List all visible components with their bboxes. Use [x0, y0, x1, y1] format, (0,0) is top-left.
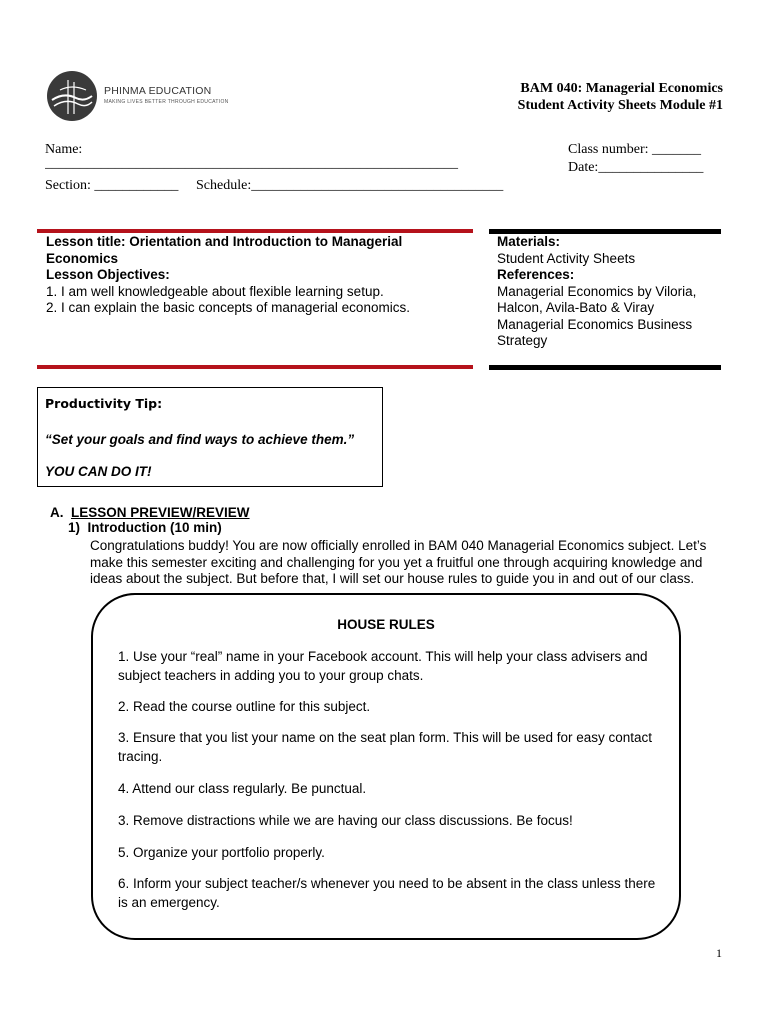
class-number-field[interactable]: Class number: _______	[568, 142, 701, 157]
reference-item: Managerial Economics Business Strategy	[497, 316, 693, 348]
house-rules-box	[91, 593, 681, 940]
intro-title: Introduction (10 min)	[87, 520, 222, 535]
section-a-letter: A.	[50, 505, 64, 520]
productivity-tip-box	[37, 387, 383, 487]
house-rule-item: 2. Read the course outline for this subject.	[118, 699, 371, 714]
logo-tagline: MAKING LIVES BETTER THROUGH EDUCATION	[104, 99, 229, 105]
materials-value: Student Activity Sheets	[497, 250, 636, 266]
reference-item: Managerial Economics by Viloria, Halcon, Avila-Bato & Viray	[497, 283, 697, 315]
schedule-field[interactable]: Schedule:____________________________________	[196, 178, 504, 193]
lesson-title: Lesson title: Orientation and Introduction to Managerial Economics	[46, 234, 403, 266]
introduction-paragraph: Congratulations buddy! You are now officially enrolled in BAM 040 Managerial Economics subject. Let’s make this semester exciting and challenging for you yet a fruitful one through acquiring knowledge and ideas about the subject. But before that, I will set our house rules to guide you in and out of our class.	[90, 538, 707, 586]
tip-cando: YOU CAN DO IT!	[45, 464, 152, 479]
section-field[interactable]: Section: ____________	[45, 178, 179, 193]
tip-title: Productivity Tip:	[45, 396, 163, 411]
house-rule-item: 6. Inform your subject teacher/s whenever you need to be absent in the class unless there is an emergency.	[118, 876, 656, 910]
materials-label: Materials:	[497, 234, 561, 249]
name-label: Name:	[45, 142, 83, 157]
lesson-block	[46, 234, 466, 317]
lesson-bottom-bar	[37, 365, 473, 369]
module-title: Student Activity Sheets Module #1	[517, 98, 723, 113]
objective-item: 2. I can explain the basic concepts of managerial economics.	[46, 300, 410, 315]
intro-number: 1)	[68, 520, 81, 535]
section-a-title: LESSON PREVIEW/REVIEW	[71, 505, 250, 520]
course-header	[518, 80, 723, 114]
materials-bottom-bar	[489, 365, 721, 370]
house-rule-item: 4. Attend our class regularly. Be punctual.	[118, 781, 367, 796]
section-a-heading	[50, 505, 250, 520]
objective-item: 1. I am well knowledgeable about flexible learning setup.	[46, 283, 384, 299]
house-rules-title: HOUSE RULES	[337, 617, 435, 632]
date-field[interactable]: Date:_______________	[568, 160, 704, 175]
materials-block	[497, 234, 727, 350]
lesson-objectives-label: Lesson Objectives:	[46, 267, 170, 282]
tip-quote: “Set your goals and find ways to achieve them.”	[45, 432, 355, 447]
logo-name: PHINMA EDUCATION	[104, 85, 212, 97]
house-rule-item: 5. Organize your portfolio properly.	[118, 845, 325, 860]
house-rule-item: 3. Ensure that you list your name on the seat plan form. This will be used for easy contact tracing.	[118, 730, 653, 764]
introduction-heading	[68, 520, 222, 535]
course-title: BAM 040: Managerial Economics	[520, 81, 723, 96]
phinma-logo-icon	[46, 70, 98, 122]
lesson-top-bar	[37, 229, 473, 233]
house-rule-item: 3. Remove distractions while we are having our class discussions. Be focus!	[118, 813, 573, 828]
references-label: References:	[497, 267, 575, 282]
page-number: 1	[716, 946, 722, 960]
phinma-logo	[46, 70, 236, 122]
name-underline[interactable]: ___________________________________________________________	[45, 156, 458, 171]
house-rule-item: 1. Use your “real” name in your Facebook account. This will help your class advisers and subject teachers in adding you to your group chats.	[118, 649, 648, 683]
